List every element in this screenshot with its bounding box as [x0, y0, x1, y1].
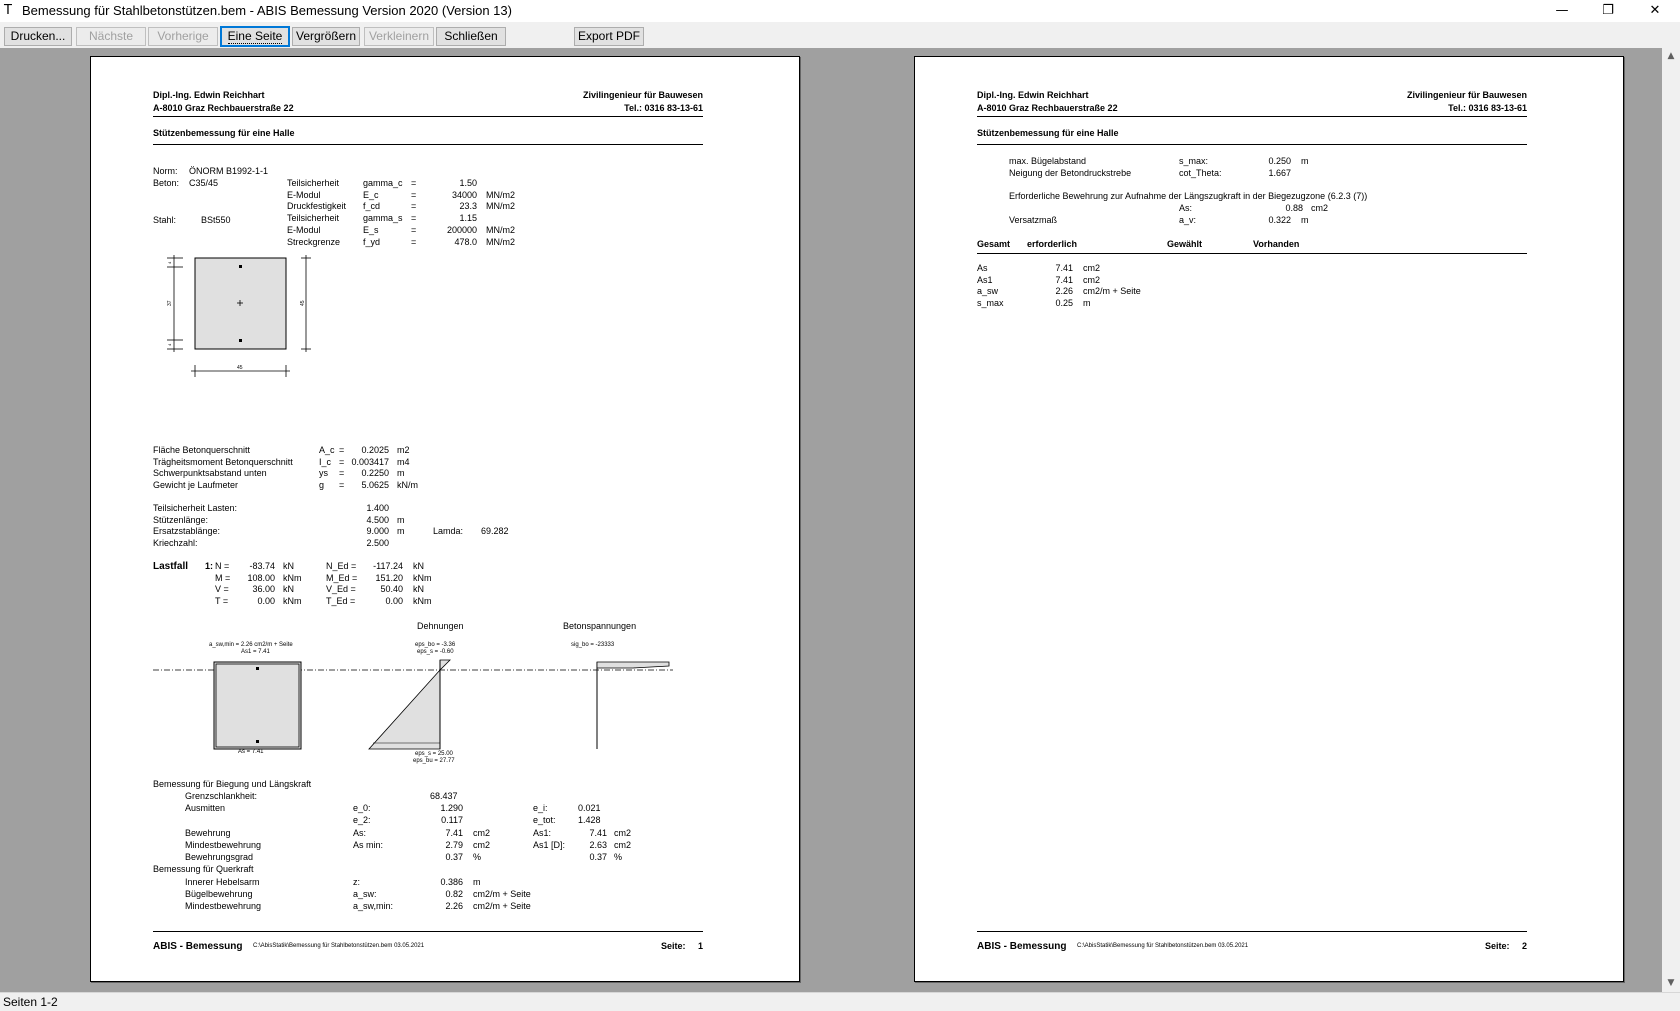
summary-row-unit: cm2	[1083, 274, 1101, 285]
section-value: 0.003417	[351, 456, 389, 467]
eps-bo-label: eps_bo = -3.36	[415, 642, 456, 648]
material-equals: =	[411, 189, 417, 200]
section-symbol: g	[319, 480, 325, 491]
ausmitten-label: Ausmitten	[185, 803, 226, 813]
preview-page-2	[914, 56, 1624, 982]
buegel-unit: cm2/m + Seite	[473, 889, 531, 899]
lastfall-design-unit: kNm	[413, 572, 432, 583]
shear-row-unit: m	[1301, 156, 1309, 166]
header-profession: Zivilingenieur für Bauwesen	[582, 90, 703, 100]
lastfall-design-symbol: M_Ed =	[326, 572, 358, 583]
print-label: Drucken...	[10, 29, 66, 43]
load-value: 4.500	[366, 514, 389, 525]
sig-bo-label: sig_bo = -23333	[571, 642, 615, 648]
diagram-bottom-rebar	[256, 740, 259, 743]
header-phone: Tel.: 0316 83-13-61	[1448, 103, 1527, 113]
beton-value: C35/45	[189, 178, 219, 188]
versatz-label: Versatzmaß	[1009, 215, 1058, 225]
bewehrung-value2: 7.41	[589, 828, 607, 838]
e0-label: e_0:	[353, 803, 371, 813]
zoom-out-button[interactable]	[364, 27, 434, 46]
mindest-unit: cm2	[473, 840, 491, 850]
minimize-button[interactable]: —	[1555, 3, 1569, 18]
status-text: Seiten 1-2	[3, 995, 58, 1009]
summary-row-value: 2.26	[1055, 286, 1073, 297]
lastfall-design-value: 151.20	[375, 572, 403, 583]
lastfall-unit: kN	[283, 561, 294, 571]
mindb-unit: cm2/m + Seite	[473, 901, 531, 911]
footer-page-label: Seite:	[661, 941, 686, 951]
cross-section-sketch	[161, 255, 321, 385]
load-name: Ersatzstablänge:	[153, 526, 221, 537]
app-icon[interactable]: T	[4, 3, 12, 18]
versatz-value: 0.322	[1268, 215, 1291, 225]
stahl-value: BSt550	[201, 215, 231, 225]
section-value: 0.2025	[361, 445, 389, 455]
ei-label: e_i:	[533, 803, 548, 813]
e2-label: e_2:	[353, 815, 371, 825]
strain-top-area	[440, 660, 450, 670]
footer-brand: ABIS - Bemessung	[977, 941, 1067, 952]
as1-label: As1 = 7.41	[241, 649, 270, 655]
header-address: A-8010 Graz Rechbauerstraße 22	[977, 103, 1118, 113]
dim-top-label: 4	[167, 261, 172, 264]
e2-value: 0.117	[441, 815, 463, 825]
summary-row-unit: cm2/m + Seite	[1083, 286, 1141, 297]
lamda-label: Lamda:	[433, 526, 464, 536]
dim-height-label: 37	[167, 300, 173, 306]
grenz-label: Grenzschlankheit:	[185, 791, 258, 801]
mindest-value: 2.79	[445, 840, 463, 850]
material-symbol: gamma_c	[363, 178, 403, 188]
footer-page-label: Seite:	[1485, 941, 1510, 951]
hebel-value: 0.386	[440, 877, 463, 887]
header-rule	[977, 116, 1527, 117]
project-rule	[153, 144, 703, 145]
footer-path: C:\AbisStatik\Bemessung für Stahlbetonstützen.bem 03.05.2021	[1077, 943, 1249, 949]
dehnungen-title: Dehnungen	[417, 621, 464, 631]
eps-s-bottom-label: eps_s = 25.00	[415, 751, 453, 757]
grad-unit2: %	[614, 852, 623, 862]
lastfall-design-unit: kN	[413, 561, 424, 571]
section-equals: =	[339, 480, 345, 491]
mindest-label: Mindestbewehrung	[185, 840, 262, 850]
etot-value: 1.428	[578, 815, 601, 825]
lastfall-design-value: 0.00	[385, 596, 403, 607]
project-title: Stützenbemessung für eine Halle	[977, 128, 1119, 138]
load-name: Stützenlänge:	[153, 514, 209, 525]
zugkraft-text: Erforderliche Bewehrung zur Aufnahme der Längszugkraft in der Biegezugzone (6.2.3 (7))	[1009, 191, 1368, 201]
summary-row-unit: cm2	[1083, 263, 1101, 273]
lastfall-symbol: N =	[215, 561, 230, 571]
norm-value: ÖNORM B1992-1-1	[189, 166, 269, 176]
next-label: Nächste	[88, 29, 134, 43]
shear-row-symbol: cot_Theta:	[1179, 167, 1222, 178]
betonspannungen-title: Betonspannungen	[563, 621, 637, 631]
project-rule	[977, 144, 1527, 145]
summary-row-name: As1	[977, 274, 993, 285]
lastfall-symbol: M =	[215, 572, 231, 583]
buegel-sym: a_sw:	[353, 889, 377, 899]
zug-value: 0.88	[1285, 203, 1303, 213]
material-unit: MN/m2	[486, 224, 515, 235]
section-equals: =	[339, 456, 345, 467]
section-value: 0.2250	[361, 468, 389, 479]
strain-stress-diagram	[153, 655, 713, 755]
material-symbol: E_c	[363, 189, 379, 200]
e0-value: 1.290	[440, 803, 463, 813]
zoom-in-label: Vergrößern	[295, 29, 357, 43]
section-name: Fläche Betonquerschnitt	[153, 445, 251, 455]
scroll-up-icon[interactable]: ▲	[1667, 51, 1675, 61]
querkraft-title: Bemessung für Querkraft	[153, 864, 254, 874]
load-name: Teilsicherheit Lasten:	[153, 503, 238, 513]
shear-row-symbol: s_max:	[1179, 156, 1209, 166]
summary-row-value: 7.41	[1055, 274, 1073, 285]
bemessung-title: Bemessung für Biegung und Längskraft	[153, 779, 312, 789]
material-name: Teilsicherheit	[287, 213, 340, 224]
section-symbol: I_c	[319, 456, 332, 467]
lastfall-value: 108.00	[247, 572, 275, 583]
header-name: Dipl.-Ing. Edwin Reichhart	[153, 90, 265, 100]
material-name: Teilsicherheit	[287, 178, 340, 188]
as-label: As = 7.41	[238, 749, 264, 755]
lastfall-unit: kNm	[283, 596, 302, 607]
load-value: 9.000	[366, 526, 389, 537]
material-name: E-Modul	[287, 224, 321, 235]
title-bar	[0, 0, 1680, 22]
stress-block	[597, 662, 669, 668]
zoom-out-label: Verkleinern	[368, 29, 430, 43]
asw-min-label: a_sw,min = 2.26 cm2/m + Seite	[209, 642, 293, 648]
eps-s-top-label: eps_s = -0.60	[417, 649, 454, 655]
load-unit: m	[397, 526, 405, 537]
material-equals: =	[411, 178, 417, 188]
lastfall-value: 36.00	[252, 584, 275, 595]
one-page-label: Eine Seite	[227, 29, 283, 43]
zoom-in-button[interactable]	[292, 27, 360, 46]
section-unit: m	[397, 468, 405, 479]
header-name: Dipl.-Ing. Edwin Reichhart	[977, 90, 1089, 100]
lastfall-design-symbol: T_Ed =	[326, 596, 356, 607]
section-equals: =	[339, 468, 345, 479]
maximize-button[interactable]: ❐	[1602, 3, 1614, 18]
material-name: Druckfestigkeit	[287, 201, 347, 212]
buegel-label: Bügelbewehrung	[185, 889, 253, 899]
material-value: 34000	[451, 189, 477, 200]
footer-brand: ABIS - Bemessung	[153, 941, 243, 952]
load-value: 1.400	[366, 503, 389, 513]
footer-page-number: 2	[1521, 941, 1527, 951]
buegel-value: 0.82	[445, 889, 463, 899]
hebel-label: Innerer Hebelsarm	[185, 877, 260, 887]
section-name: Gewicht je Laufmeter	[153, 480, 239, 491]
col-gesamt: Gesamt	[977, 239, 1011, 249]
stahl-label: Stahl:	[153, 215, 177, 225]
etot-label: e_tot:	[533, 815, 556, 825]
dim-bottom-label: 4	[167, 343, 172, 346]
lastfall-number: 1:	[205, 561, 214, 571]
col-vorhanden: Vorhanden	[1253, 239, 1300, 249]
lastfall-value: -83.74	[249, 561, 275, 571]
material-equals: =	[411, 201, 417, 212]
summary-row-name: a_sw	[977, 286, 999, 297]
footer-rule	[977, 931, 1527, 932]
previous-button[interactable]	[148, 27, 218, 46]
export-pdf-label: Export PDF	[577, 29, 640, 43]
material-equals: =	[411, 236, 417, 247]
zug-unit: cm2	[1311, 203, 1329, 213]
strain-bottom-area	[369, 670, 440, 749]
bottom-rebar	[239, 339, 242, 342]
material-unit: MN/m2	[486, 189, 515, 200]
footer-path: C:\AbisStatik\Bemessung für Stahlbetonstützen.bem 03.05.2021	[253, 943, 425, 949]
lastfall-symbol: V =	[215, 584, 229, 595]
lastfall-design-symbol: V_Ed =	[326, 584, 356, 595]
window-title: Bemessung für Stahlbetonstützen.bem - ABIS Bemessung Version 2020 (Version 13)	[22, 3, 512, 18]
bewehrung-sym2: As1:	[533, 828, 552, 838]
col-erforderlich: erforderlich	[1027, 239, 1078, 249]
material-symbol: f_cd	[363, 201, 381, 212]
load-value: 2.500	[366, 538, 389, 549]
dim-height2-label: 45	[300, 300, 306, 306]
section-name: Schwerpunktsabstand unten	[153, 468, 267, 479]
close-button[interactable]: ✕	[1649, 3, 1661, 18]
section-box-outer	[214, 662, 301, 749]
shear-row-name: Neigung der Betondruckstrebe	[1009, 167, 1132, 178]
section-value: 5.0625	[361, 480, 389, 491]
ei-value: 0.021	[578, 803, 601, 813]
grad-value2: 0.37	[589, 852, 607, 862]
lastfall-design-symbol: N_Ed =	[326, 561, 357, 571]
section-symbol: ys	[319, 468, 328, 479]
summary-row-value: 7.41	[1055, 263, 1073, 273]
next-button[interactable]	[76, 27, 146, 46]
mindest-unit2: cm2	[614, 840, 632, 850]
eps-bu-label: eps_bu = 27.77	[413, 758, 455, 764]
shear-row-name: max. Bügelabstand	[1009, 156, 1087, 166]
export-pdf-button[interactable]	[574, 27, 644, 46]
material-name: Streckgrenze	[287, 236, 341, 247]
status-bar	[0, 992, 1680, 1011]
summary-row-unit: m	[1083, 298, 1091, 309]
material-equals: =	[411, 224, 417, 235]
top-rebar	[239, 265, 242, 268]
mindb-value: 2.26	[445, 901, 463, 911]
grad-label: Bewehrungsgrad	[185, 852, 254, 862]
lastfall-design-value: -117.24	[373, 561, 403, 571]
close-preview-label: Schließen	[444, 29, 498, 43]
hebel-unit: m	[473, 877, 481, 887]
grenz-value: 68.437	[430, 791, 458, 801]
previous-label: Vorherige	[157, 29, 209, 43]
mindest-sym2: As1 [D]:	[533, 840, 566, 850]
material-symbol: E_s	[363, 224, 379, 235]
col-gewaehlt: Gewählt	[1167, 239, 1203, 249]
bewehrung-sym: As:	[353, 828, 367, 838]
material-value: 1.50	[459, 178, 477, 188]
material-unit: MN/m2	[486, 201, 515, 212]
close-preview-button[interactable]	[436, 27, 506, 46]
section-symbol: A_c	[319, 445, 335, 455]
hebel-sym: z:	[353, 877, 361, 887]
versatz-unit: m	[1301, 215, 1309, 225]
print-button[interactable]	[4, 27, 72, 46]
one-page-button[interactable]	[220, 26, 290, 47]
lastfall-value: 0.00	[257, 596, 275, 607]
header-phone: Tel.: 0316 83-13-61	[624, 103, 703, 113]
mindb-sym: a_sw,min:	[353, 901, 394, 911]
lastfall-design-unit: kN	[413, 584, 424, 595]
shear-row-value: 1.667	[1268, 167, 1291, 178]
section-unit: m4	[397, 456, 410, 467]
beton-label: Beton:	[153, 178, 180, 188]
grad-value: 0.37	[445, 852, 463, 862]
header-profession: Zivilingenieur für Bauwesen	[1406, 90, 1527, 100]
scroll-down-icon[interactable]: ▼	[1667, 978, 1675, 988]
preview-page-1	[90, 56, 800, 982]
section-name: Trägheitsmoment Betonquerschnitt	[153, 456, 293, 467]
dim-width-label: 45	[237, 365, 243, 371]
section-unit: kN/m	[397, 480, 418, 491]
vertical-scrollbar[interactable]	[1662, 48, 1680, 992]
section-unit: m2	[397, 445, 410, 455]
bewehrung-label: Bewehrung	[185, 828, 231, 838]
lastfall-label: Lastfall	[153, 561, 189, 572]
mindest-sym: As min:	[353, 840, 384, 850]
section-equals: =	[339, 445, 345, 455]
material-value: 23.3	[459, 201, 477, 212]
load-name: Kriechzahl:	[153, 538, 198, 549]
lastfall-design-unit: kNm	[413, 596, 432, 607]
diagram-top-rebar	[256, 667, 259, 670]
bewehrung-unit: cm2	[473, 828, 491, 838]
material-unit: MN/m2	[486, 236, 515, 247]
material-name: E-Modul	[287, 189, 321, 200]
versatz-sym: a_v:	[1179, 215, 1197, 225]
header-rule	[153, 116, 703, 117]
shear-row-value: 0.250	[1268, 156, 1291, 166]
footer-page-number: 1	[697, 941, 703, 951]
footer-rule	[153, 931, 703, 932]
lastfall-design-value: 50.40	[380, 584, 403, 595]
material-value: 1.15	[459, 213, 477, 224]
bewehrung-unit2: cm2	[614, 828, 632, 838]
load-unit: m	[397, 514, 405, 525]
section-rect	[195, 258, 286, 349]
material-symbol: f_yd	[363, 236, 381, 247]
mindb-label: Mindestbewehrung	[185, 901, 262, 911]
norm-label: Norm:	[153, 166, 178, 176]
lastfall-symbol: T =	[215, 596, 229, 607]
bewehrung-value: 7.41	[445, 828, 463, 838]
lastfall-unit: kNm	[283, 572, 302, 583]
material-value: 478.0	[454, 236, 477, 247]
mindest-value2: 2.63	[589, 840, 607, 850]
grad-unit: %	[473, 852, 482, 862]
summary-row-name: As	[977, 263, 988, 273]
header-address: A-8010 Graz Rechbauerstraße 22	[153, 103, 294, 113]
material-symbol: gamma_s	[363, 213, 403, 224]
lastfall-unit: kN	[283, 584, 294, 595]
zug-sym: As:	[1179, 203, 1193, 213]
summary-row-value: 0.25	[1055, 298, 1073, 309]
material-equals: =	[411, 213, 417, 224]
table-header-rule	[977, 253, 1527, 254]
project-title: Stützenbemessung für eine Halle	[153, 128, 295, 138]
material-value: 200000	[446, 224, 477, 235]
summary-row-name: s_max	[977, 298, 1004, 309]
lamda-value: 69.282	[481, 526, 509, 536]
